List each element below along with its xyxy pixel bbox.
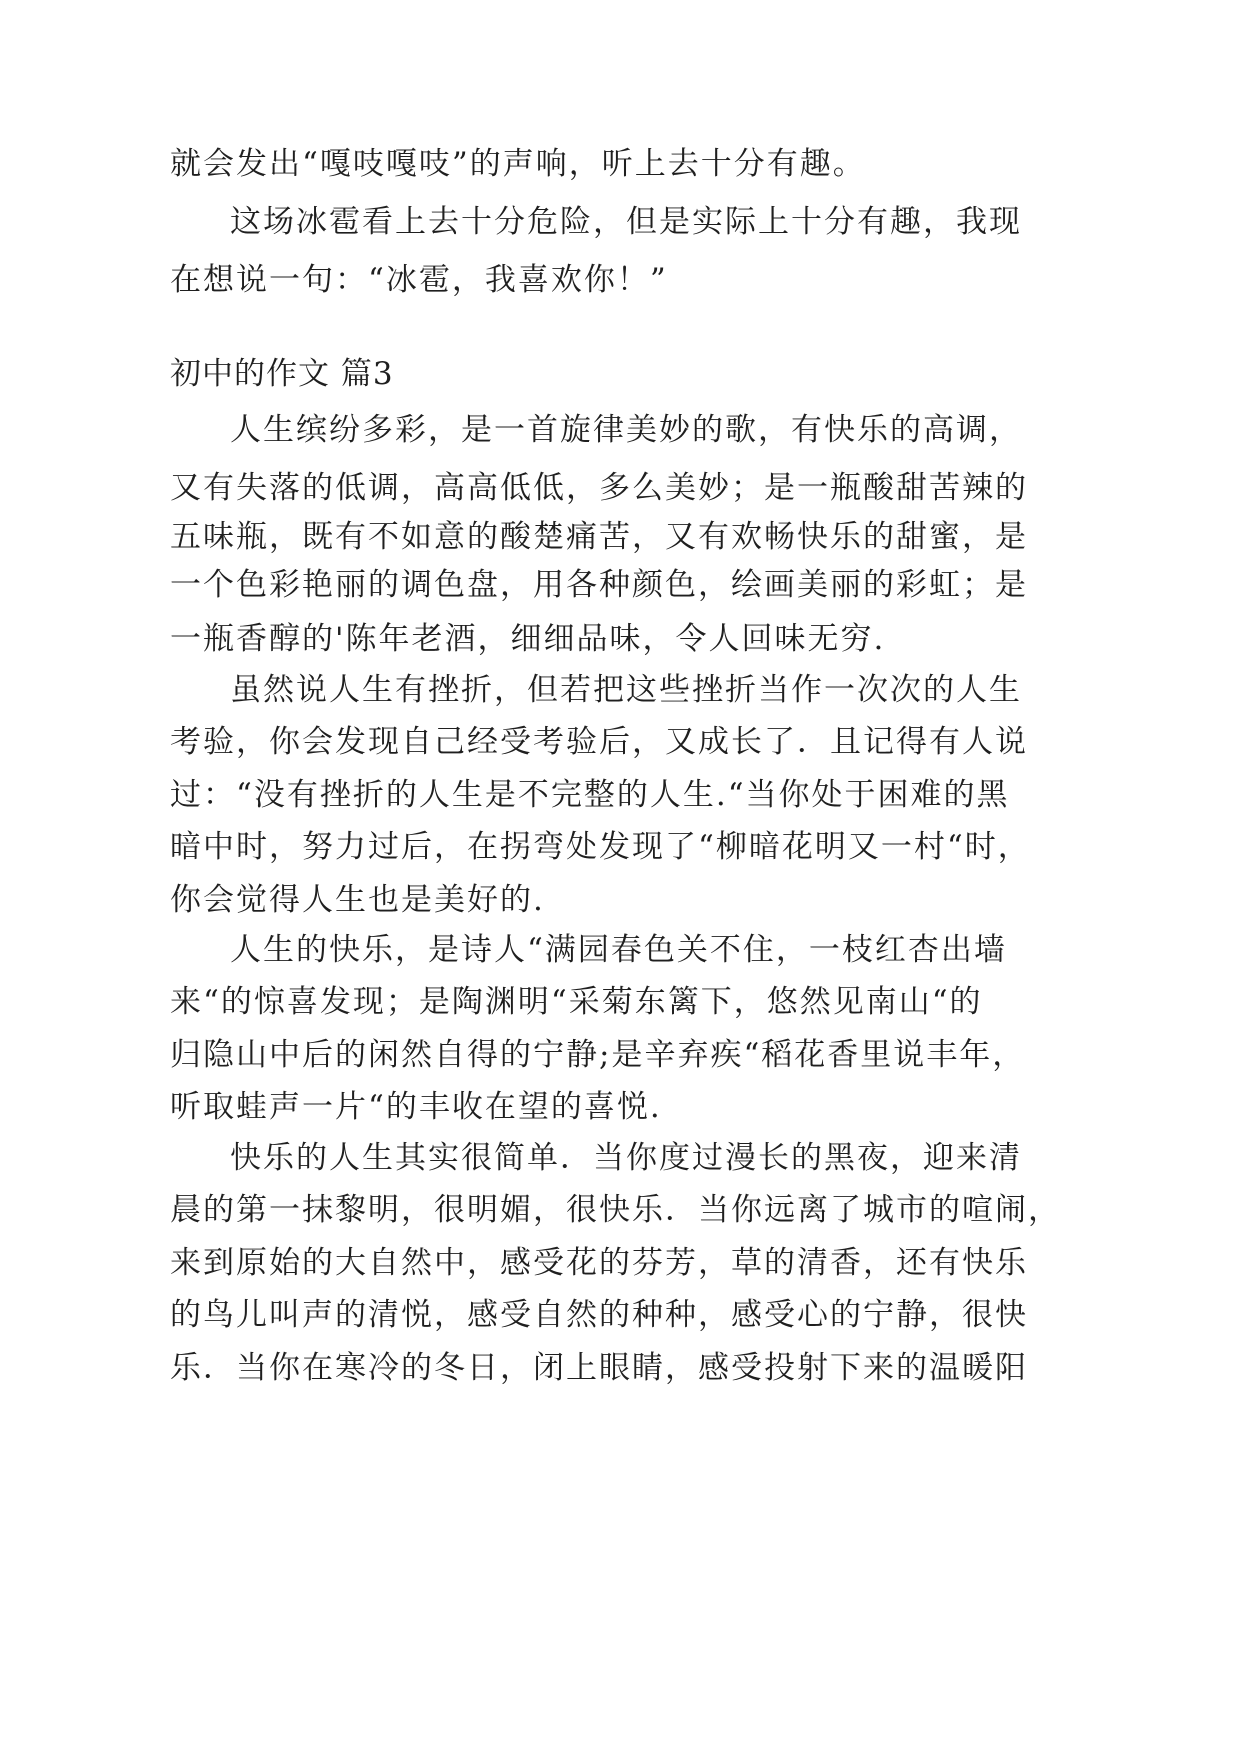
text-line: 你会觉得人生也是美好的. [170,882,545,918]
text-line: 快乐的人生其实很简单．当你度过漫长的黑夜，迎来清 [230,1140,1022,1176]
text-line: 就会发出“嘎吱嘎吱”的声响，听上去十分有趣。 [170,146,866,182]
text-line: 在想说一句：“冰雹，我喜欢你！” [170,262,668,298]
text-line: 人生的快乐，是诗人“满园春色关不住，一枝红杏出墙 [230,932,1007,968]
text-line: 一瓶香醇的'陈年老酒，细细品味，令人回味无穷. [170,621,886,657]
text-line: 五味瓶，既有不如意的酸楚痛苦，又有欢畅快乐的甜蜜，是 [170,519,1028,555]
text-line: 又有失落的低调，高高低低，多么美妙；是一瓶酸甜苦辣的 [170,470,1028,506]
text-line: 暗中时，努力过后，在拐弯处发现了“柳暗花明又一村“时， [170,829,1031,865]
text-line: 这场冰雹看上去十分危险，但是实际上十分有趣，我现 [230,204,1022,240]
text-line: 听取蛙声一片“的丰收在望的喜悦. [170,1089,662,1125]
text-line: 一个色彩艳丽的调色盘，用各种颜色，绘画美丽的彩虹；是 [170,567,1028,603]
text-line: 的鸟儿叫声的清悦，感受自然的种种，感受心的宁静，很快 [170,1297,1028,1333]
text-line: 晨的第一抹黎明，很明媚，很快乐．当你远离了城市的喧闹， [170,1192,1061,1228]
text-line: 过：“没有挫折的人生是不完整的人生.“当你处于困难的黑 [170,777,1010,813]
text-line: 人生缤纷多彩，是一首旋律美妙的歌，有快乐的高调， [230,412,1022,448]
text-line: 虽然说人生有挫折，但若把这些挫折当作一次次的人生 [230,672,1022,708]
text-line: 乐．当你在寒冷的冬日，闭上眼睛，感受投射下来的温暖阳 [170,1350,1028,1386]
text-line: 考验，你会发现自己经受考验后，又成长了．且记得有人说 [170,724,1028,760]
text-line: 来“的惊喜发现；是陶渊明“采菊东篱下，悠然见南山“的 [170,984,983,1020]
text-line: 来到原始的大自然中，感受花的芬芳，草的清香，还有快乐 [170,1245,1028,1281]
text-line: 归隐山中后的闲然自得的宁静;是辛弃疾“稻花香里说丰年， [170,1037,1026,1073]
section-heading: 初中的作文 篇3 [170,356,394,392]
